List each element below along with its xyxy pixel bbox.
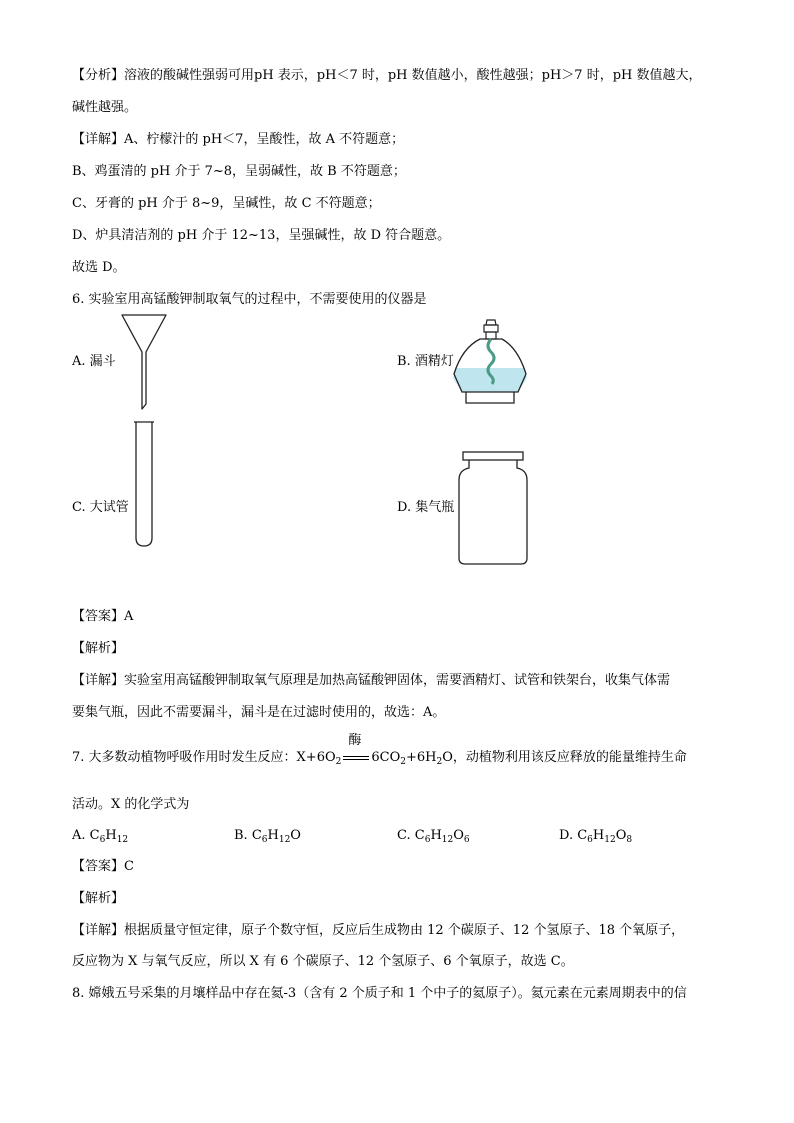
q7-option-a: A. $C_6H_{12}$ <box>72 828 129 845</box>
q5-analysis-line-1: 【分析】溶液的酸碱性强弱可用pH 表示，pH＜7 时，pH 数值越小，酸性越强；pH＞7 时，pH 数值越大， <box>72 68 702 83</box>
q7-detail-line-1: 【详解】根据质量守恒定律，原子个数守恒，反应后生成物由 12 个碳原子、12 个氢原子、18 个氧原子， <box>72 923 685 938</box>
lamp-liquid <box>453 368 527 392</box>
reaction-arrow <box>341 733 371 768</box>
q5-detail-d: D、炉具清洁剂的 pH 介于 12~13，呈强碱性，故 D 符合题意。 <box>72 228 451 243</box>
q8-stem: 8. 嫦娥五号采集的月壤样品中存在氦-3（含有 2 个质子和 1 个中子的氦原子）。氦元素在元素周期表中的信 <box>72 986 687 1001</box>
q7-stem-prefix: 7. 大多数动植物呼吸作用时发生反应： <box>72 750 297 765</box>
funnel-icon <box>120 312 168 412</box>
q5-detail-a: 【详解】A、柠檬汁的 pH＜7，呈酸性，故 A 不符题意； <box>72 132 405 147</box>
q7-option-c: C. $C_6H_{12}O_6$ <box>397 828 470 845</box>
q6-analysis-label: 【解析】 <box>72 641 125 656</box>
q6-answer: 【答案】A <box>72 609 134 624</box>
alcohol-lamp-icon <box>444 316 536 408</box>
q6-option-c: C. 大试管 <box>72 500 129 515</box>
q7-stem-line-1 <box>72 733 687 768</box>
q7-answer: 【答案】C <box>72 859 134 874</box>
q6-detail-line-2: 要集气瓶，因此不需要漏斗，漏斗是在过滤时使用的，故选：A。 <box>72 705 446 720</box>
test-tube-icon <box>133 420 155 550</box>
q6-detail-line-1: 【详解】实验室用高锰酸钾制取氧气原理是加热高锰酸钾固体，需要酒精灯、试管和铁架台，收集气体需 <box>72 673 671 688</box>
q5-detail-b: B、鸡蛋清的 pH 介于 7~8，呈弱碱性，故 B 不符题意； <box>72 164 406 179</box>
q7-option-b: B. $C_6H_{12}O$ <box>234 828 301 845</box>
q7-detail-line-2: 反应物为 X 与氧气反应，所以 X 有 6 个碳原子、12 个氢原子、6 个氧原子，故选 C。 <box>72 954 574 969</box>
q7-stem-line-2: 活动。X 的化学式为 <box>72 797 190 812</box>
q6-option-b: B. 酒精灯 <box>397 354 454 369</box>
q6-option-d: D. 集气瓶 <box>397 500 455 515</box>
q7-option-d: D. $C_6H_{12}O_8$ <box>559 828 633 845</box>
reaction-condition: 酶 <box>348 733 362 748</box>
q5-conclusion: 故选 D。 <box>72 260 126 275</box>
q7-analysis-label: 【解析】 <box>72 891 125 906</box>
q6-stem: 6. 实验室用高锰酸钾制取氧气的过程中，不需要使用的仪器是 <box>72 292 427 307</box>
gas-collecting-bottle-icon <box>455 450 531 566</box>
q5-analysis-line-2: 碱性越强。 <box>72 100 138 115</box>
q7-stem-suffix: ，动植物利用该反应释放的能量维持生命 <box>452 750 687 765</box>
q6-option-a: A. 漏斗 <box>72 354 116 369</box>
q7-products: $6CO_2+6H_2O$ <box>371 750 453 767</box>
q7-reactants: $X+6O_2$ <box>296 750 342 767</box>
q5-detail-c: C、牙膏的 pH 介于 8~9，呈碱性，故 C 不符题意； <box>72 196 381 211</box>
